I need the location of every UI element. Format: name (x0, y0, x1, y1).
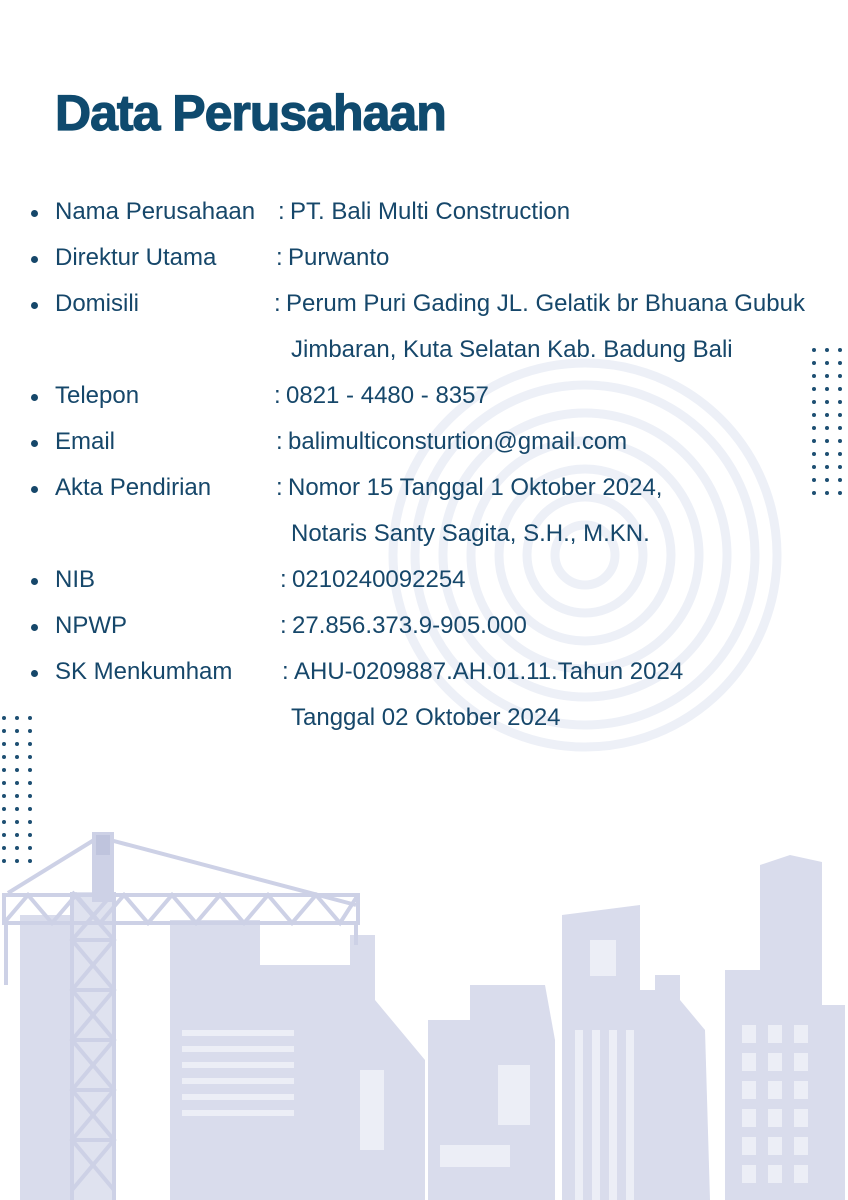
dot (838, 413, 842, 417)
dot (2, 807, 6, 811)
dot (15, 833, 19, 837)
dot (812, 465, 816, 469)
window (768, 1109, 782, 1127)
dot (28, 729, 32, 733)
dot (838, 361, 842, 365)
window (794, 1165, 808, 1183)
window (742, 1165, 756, 1183)
dot (15, 846, 19, 850)
list-item (0, 566, 848, 596)
bullet-icon (31, 670, 38, 677)
dot (838, 465, 842, 469)
dot (2, 742, 6, 746)
window (742, 1025, 756, 1043)
list-item (0, 658, 848, 731)
dot (15, 716, 19, 720)
separator: : (274, 382, 281, 409)
dot (28, 716, 32, 720)
item-value: 27.856.373.9-905.000 (292, 612, 527, 639)
window (742, 1053, 756, 1071)
window (742, 1109, 756, 1127)
dot (2, 716, 6, 720)
list-item (0, 290, 848, 363)
separator: : (282, 658, 289, 685)
bullet-icon (31, 302, 38, 309)
list-item (0, 244, 848, 274)
bullet-icon (31, 210, 38, 217)
window (768, 1081, 782, 1099)
item-value: balimulticonsturtion@gmail.com (288, 428, 628, 455)
separator: : (278, 198, 285, 225)
dot (15, 820, 19, 824)
dot (15, 729, 19, 733)
bullet-icon (31, 256, 38, 263)
item-label: Telepon (55, 382, 140, 409)
dot (825, 413, 829, 417)
skyline-illustration (20, 855, 845, 1200)
item-label: Akta Pendirian (55, 474, 212, 501)
dot (28, 742, 32, 746)
dot (28, 807, 32, 811)
concentric-circles (393, 363, 777, 747)
item-value-continuation: Jimbaran, Kuta Selatan Kab. Badung Bali (291, 336, 733, 363)
dot (28, 833, 32, 837)
dot (15, 742, 19, 746)
dot (2, 820, 6, 824)
bullet-icon (31, 394, 38, 401)
dot (2, 794, 6, 798)
window (794, 1109, 808, 1127)
dot (2, 755, 6, 759)
dot (28, 755, 32, 759)
item-value: Perum Puri Gading JL. Gelatik br Bhuana Gubuk (286, 290, 805, 317)
separator: : (280, 612, 287, 639)
dot-grid-left (2, 716, 32, 863)
item-label: Nama Perusahaan (55, 198, 256, 225)
dot (15, 755, 19, 759)
item-label: SK Menkumham (55, 658, 233, 685)
dot (15, 768, 19, 772)
dot (825, 348, 829, 352)
dot (15, 859, 19, 863)
item-value: AHU-0209887.AH.01.11.Tahun 2024 (294, 658, 684, 685)
window (794, 1137, 808, 1155)
dot (15, 807, 19, 811)
item-label: Email (55, 428, 116, 455)
window (768, 1025, 782, 1043)
dot (28, 768, 32, 772)
item-label: NIB (55, 566, 96, 593)
dot (2, 846, 6, 850)
list-item (0, 382, 848, 412)
item-value: PT. Bali Multi Construction (290, 198, 571, 225)
item-value-continuation: Notaris Santy Sagita, S.H., M.KN. (291, 520, 650, 547)
separator: : (276, 428, 283, 455)
separator: : (280, 566, 287, 593)
separator: : (276, 244, 283, 271)
dot (28, 781, 32, 785)
dot (812, 413, 816, 417)
separator: : (274, 290, 281, 317)
window (742, 1137, 756, 1155)
item-label: NPWP (55, 612, 127, 639)
item-value: Purwanto (288, 244, 390, 271)
dot (825, 465, 829, 469)
dot-grid-right (812, 348, 848, 495)
list-item (0, 428, 848, 458)
dot (28, 846, 32, 850)
window (794, 1081, 808, 1099)
dot (2, 768, 6, 772)
dot (2, 729, 6, 733)
dot (2, 859, 6, 863)
separator: : (276, 474, 283, 501)
dot (812, 348, 816, 352)
bullet-icon (31, 486, 38, 493)
item-value: 0210240092254 (292, 566, 466, 593)
dot (2, 833, 6, 837)
dot (28, 859, 32, 863)
dot (2, 781, 6, 785)
list-item (0, 612, 848, 642)
dot (812, 361, 816, 365)
item-value-continuation: Tanggal 02 Oktober 2024 (291, 704, 561, 731)
item-value: 0821 - 4480 - 8357 (286, 382, 489, 409)
list-item (0, 198, 848, 228)
dot (15, 794, 19, 798)
dot (812, 374, 816, 378)
bullet-icon (31, 578, 38, 585)
page-title: Data Perusahaan (55, 85, 446, 141)
window (742, 1081, 756, 1099)
bullet-icon (31, 624, 38, 631)
dot (28, 794, 32, 798)
window (794, 1025, 808, 1043)
window (794, 1053, 808, 1071)
window (768, 1137, 782, 1155)
window (768, 1053, 782, 1071)
window (768, 1165, 782, 1183)
item-value: Nomor 15 Tanggal 1 Oktober 2024, (288, 474, 663, 501)
dot (838, 348, 842, 352)
dot (825, 361, 829, 365)
dot (15, 781, 19, 785)
dot (28, 820, 32, 824)
item-label: Direktur Utama (55, 244, 217, 271)
list-item (0, 474, 848, 547)
dot (838, 374, 842, 378)
item-label: Domisili (55, 290, 139, 317)
dot (825, 374, 829, 378)
bullet-icon (31, 440, 38, 447)
